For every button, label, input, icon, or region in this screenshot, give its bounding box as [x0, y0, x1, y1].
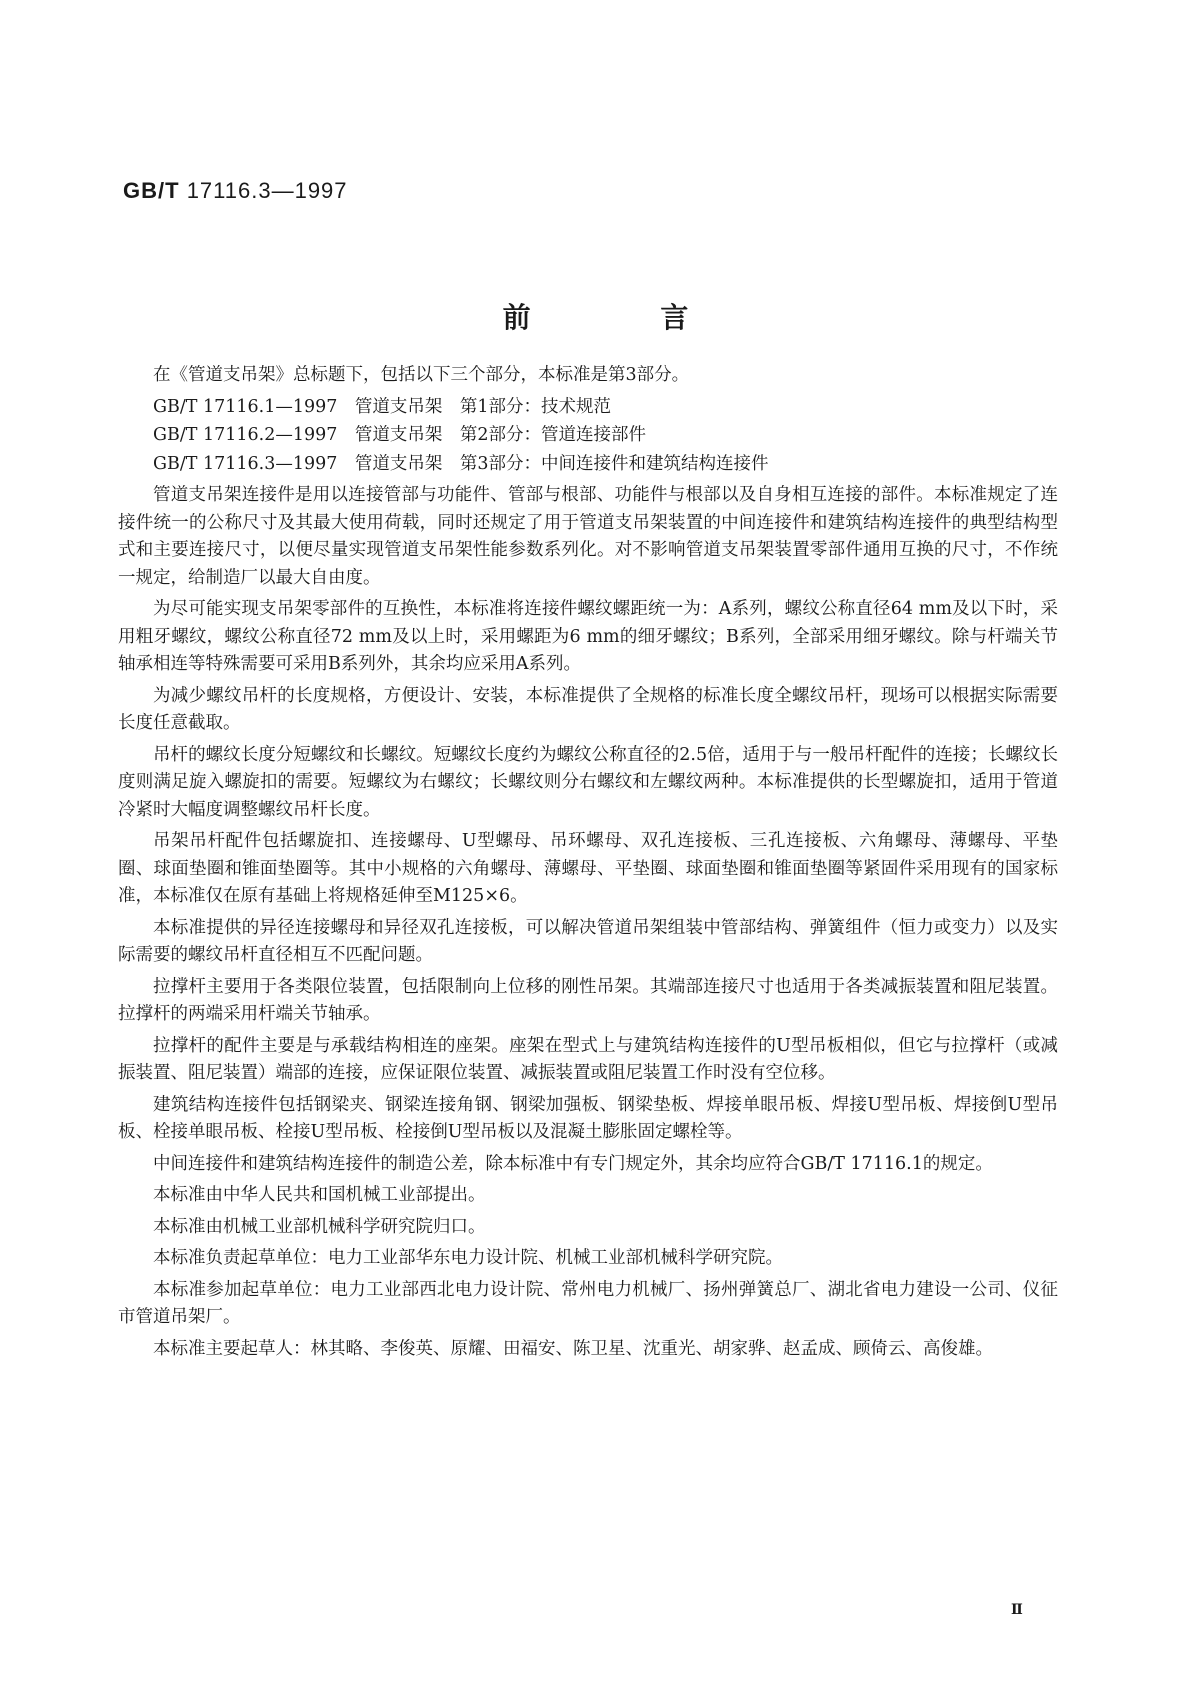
paragraph-managed-by: 本标准由机械工业部机械科学研究院归口。	[153, 1216, 486, 1237]
paragraph-rod-fittings: 吊架吊杆配件包括螺旋扣、连接螺母、U型螺母、吊环螺母、双孔连接板、三孔连接板、六角螺母、薄螺母、平垫圈、球面垫圈和锥面垫圈等。其中小规格的六角螺母、薄螺母、平垫圈、球面垫圈和锥面垫圈等紧固件采用现有的国家标准，本标准仅在原有基础上将规格延伸至M125×6。	[118, 831, 1058, 906]
foreword-body	[118, 362, 1058, 1367]
paragraph-thread-length: 吊杆的螺纹长度分短螺纹和长螺纹。短螺纹长度约为螺纹公称直径的2.5倍，适用于与一般吊杆配件的连接；长螺纹长度则满足旋入螺旋扣的需要。短螺纹为右螺纹；长螺纹则分右螺纹和左螺纹两种。本标准提供的长型螺旋扣，适用于管道冷紧时大幅度调整螺纹吊杆长度。	[118, 744, 1058, 820]
paragraph-proposed-by: 本标准由中华人民共和国机械工业部提出。	[153, 1185, 486, 1205]
paragraph-thread-pitch: 为尽可能实现支吊架零部件的互换性，本标准将连接件螺纹螺距统一为：A系列，螺纹公称直径64 mm及以下时，采用粗牙螺纹，螺纹公称直径72 mm及以上时，采用螺距为6 mm的细牙螺纹；B系列，全部采用细牙螺纹。除与杆端关节轴承相连等特殊需要可采用B系列外，其余均应采用A系列。	[118, 599, 1058, 674]
standard-part-1: GB/T 17116.1—1997 管道支吊架 第1部分：技术规范	[153, 396, 612, 417]
paragraph-connectors: 管道支吊架连接件是用以连接管部与功能件、管部与根部、功能件与根部以及自身相互连接的部件。本标准规定了连接件统一的公称尺寸及其最大使用荷载，同时还规定了用于管道支吊架装置的中间连接件和建筑结构连接件的典型结构型式和主要连接尺寸，以便尽量实现管道支吊架性能参数系列化。对不影响管道支吊架装置零部件通用互换的尺寸，不作统一规定，给制造厂以最大自由度。	[118, 485, 1058, 588]
paragraph-strut-fittings: 拉撑杆的配件主要是与承载结构相连的座架。座架在型式上与建筑结构连接件的U型吊板相似，但它与拉撑杆（或减振装置、阻尼装置）端部的连接，应保证限位装置、减振装置或阻尼装置工作时没有空位移。	[118, 1035, 1058, 1083]
page-number: Ⅱ	[1011, 1602, 1023, 1618]
standard-code-number: 17116.3—1997	[186, 178, 348, 203]
paragraph-rod-length: 为减少螺纹吊杆的长度规格，方便设计、安装，本标准提供了全规格的标准长度全螺纹吊杆，现场可以根据实际需要长度任意截取。	[118, 685, 1058, 733]
paragraph-tolerances: 中间连接件和建筑结构连接件的制造公差，除本标准中有专门规定外，其余均应符合GB/T 17116.1的规定。	[153, 1153, 993, 1174]
paragraph-strut: 拉撑杆主要用于各类限位装置，包括限制向上位移的刚性吊架。其端部连接尺寸也适用于各类减振装置和阻尼装置。拉撑杆的两端采用杆端关节轴承。	[118, 976, 1058, 1024]
page-title: 前 言	[502, 301, 749, 334]
standard-part-2: GB/T 17116.2—1997 管道支吊架 第2部分：管道连接部件	[153, 425, 647, 445]
paragraph-reducing-nuts: 本标准提供的异径连接螺母和异径双孔连接板，可以解决管道吊架组装中管部结构、弹簧组件（恒力或变力）以及实际需要的螺纹吊杆直径相互不匹配问题。	[118, 917, 1058, 965]
paragraph-participating-units: 本标准参加起草单位：电力工业部西北电力设计院、常州电力机械厂、扬州弹簧总厂、湖北省电力建设一公司、仪征市管道吊架厂。	[118, 1279, 1058, 1327]
intro-paragraph: 在《管道支吊架》总标题下，包括以下三个部分，本标准是第3部分。	[153, 365, 690, 385]
paragraph-drafting-unit: 本标准负责起草单位：电力工业部华东电力设计院、机械工业部机械科学研究院。	[153, 1248, 783, 1268]
paragraph-drafters: 本标准主要起草人：林其略、李俊英、原耀、田福安、陈卫星、沈重光、胡家骅、赵孟成、顾倚云、高俊雄。	[153, 1338, 993, 1359]
paragraph-building-connectors: 建筑结构连接件包括钢梁夹、钢梁连接角钢、钢梁加强板、钢梁垫板、焊接单眼吊板、焊接U型吊板、焊接倒U型吊板、栓接单眼吊板、栓接U型吊板、栓接倒U型吊板以及混凝土膨胀固定螺栓等。	[118, 1094, 1058, 1142]
standard-code	[123, 178, 348, 204]
standard-code-prefix: GB/T	[123, 178, 180, 203]
standard-part-3: GB/T 17116.3—1997 管道支吊架 第3部分：中间连接件和建筑结构连接件	[153, 453, 769, 474]
